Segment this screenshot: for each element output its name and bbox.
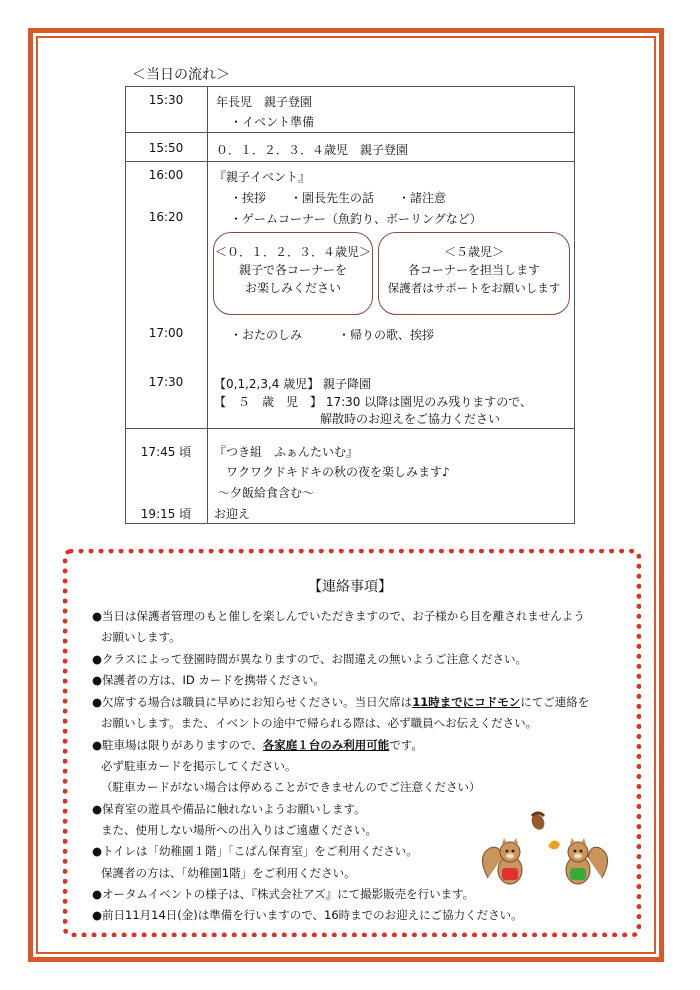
bubble-text: 各コーナーを担当します [407,263,540,277]
squirrel-left [482,838,522,884]
event-title: 『つき組 ふぁんたいむ』 [214,445,359,459]
notice-item: お願いします。 [101,630,181,644]
bubble-age-five [378,232,570,315]
schedule-text: ・イベント準備 [230,115,315,129]
notice-item: ●当日は保護者管理のもと催しを楽しんでいただきますので、お子様から目を離されませんよう [92,609,585,623]
notice-text: にてご連絡を [520,695,590,709]
schedule-text: 解散時のお迎えをご協力ください [320,412,501,426]
bubble-text: 保護者はサポートをお願いします [387,281,561,295]
notice-emphasis: 11時までにコドモン [412,695,521,709]
notice-text: ●欠席する場合は職員に早めにお知らせください。当日欠席は [92,695,413,709]
row-divider [126,132,574,133]
time-label: 16:20 [148,210,184,224]
notice-text: ●駐車場は限りがありますので、 [92,738,263,752]
column-divider [207,87,208,523]
time-label: 17:30 [148,375,184,389]
schedule-text: ・挨拶 ・園長先生の話 ・諸注意 [230,191,447,205]
notice-item: ●保育室の遊具や備品に触れないようお願いします。 [92,802,366,816]
time-label: 19:15 頃 [140,507,192,521]
time-label: 17:00 [148,326,184,340]
bubble-text: 親子で各コーナーを [238,263,347,277]
squirrel-illustration [480,808,610,898]
notice-item: ●保護者の方は、ID カードを携帯ください。 [92,673,325,687]
time-label: 15:30 [148,93,184,107]
schedule-text: 【 ５ 歳 児 】 17:30 以降は園児のみ残りますので、 [214,395,532,409]
bubble-text: お楽しみください [244,281,341,295]
acorn-icon [529,812,547,832]
time-label: 17:45 頃 [140,445,192,459]
row-divider [126,428,574,429]
squirrel-right [566,838,608,884]
leaf-icon [548,840,560,849]
schedule-text: ０．１．２．３．４歳児 親子登園 [216,143,409,157]
schedule-text: ・ゲームコーナー（魚釣り、ボーリングなど） [230,212,482,226]
time-label: 15:50 [148,141,184,155]
notice-text: です。 [389,738,423,752]
time-label: 16:00 [148,168,184,182]
schedule-text: お迎え [214,507,251,521]
notice-item [92,694,589,710]
notice-item: ●クラスによって登園時間が異なりますので、お間違えの無いようご注意ください。 [92,652,527,666]
notice-item: （駐車カードがない場合は停めることができませんのでご注意ください） [101,780,481,794]
schedule-table [125,86,575,524]
row-divider [126,161,574,162]
notice-item: また、使用しない場所への出入りはご遠慮ください。 [101,823,377,837]
event-title: 『親子イベント』 [214,170,311,184]
schedule-text: ～夕飯給食含む～ [218,486,315,500]
notice-item: ●前日11月14日(金)は準備を行いますので、16時までのお迎えにご協力ください。 [92,908,523,922]
bubble-title: ＜０．１．２．３．４歳児＞ [214,245,371,259]
bubble-title: ＜５歳児＞ [443,245,504,259]
schedule-text: ・おたのしみ ・帰りの歌、挨拶 [230,328,435,342]
notice-emphasis: 各家庭１台のみ利用可能 [262,738,390,752]
schedule-text: ワクワクドキドキの秋の夜を楽しみます♪ [226,465,450,479]
schedule-heading: ＜当日の流れ＞ [132,67,230,83]
notice-item [92,737,423,753]
notice-item: ●オータムイベントの様子は、『株式会社アズ』にて撮影販売を行います。 [92,887,475,901]
bubble-young-children [213,232,373,315]
notice-item: 保護者の方は、「幼稚園1階」をご利用ください。 [101,866,356,880]
notice-item: ●トイレは「幼稚園１階」「こぱん保育室」をご利用ください。 [92,844,418,858]
schedule-text: 年長児 親子登園 [216,95,313,109]
notice-item: 必ず駐車カードを掲示してください。 [101,759,297,773]
schedule-text: 【0,1,2,3,4 歳児】 親子降園 [214,377,372,391]
notice-item: お願いします。また、イベントの途中で帰られる際は、必ず職員へお伝えください。 [101,716,538,730]
notice-title: 【連絡事項】 [308,579,392,595]
